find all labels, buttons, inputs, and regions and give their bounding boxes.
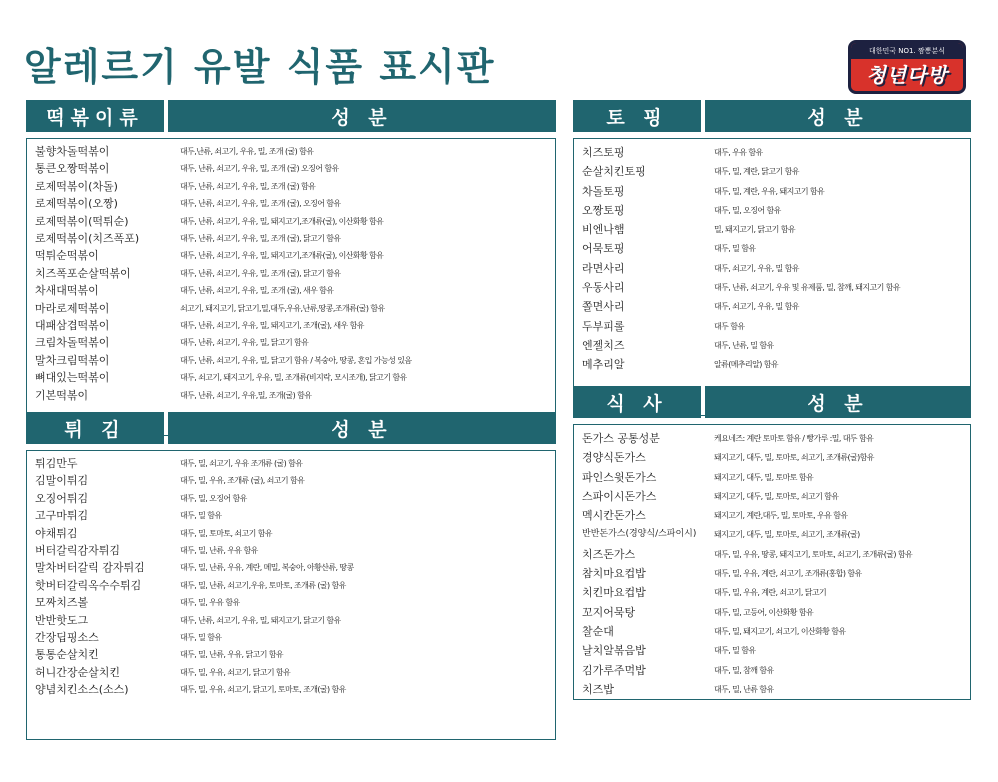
- allergen-content: 대두, 난류, 쇠고기, 우유, 밀, 돼지고기,조개류(굴), 이산화황 함유: [180, 251, 384, 261]
- menu-item-name: 로제떡볶이(떡튀순): [35, 214, 129, 228]
- allergen-content: 대두, 난류, 밀 함유: [714, 340, 774, 350]
- menu-item-name: 치즈토핑: [582, 146, 625, 159]
- table-row: [574, 525, 970, 544]
- menu-item-name: 양념치킨소스(소스): [35, 683, 129, 697]
- menu-item-name: 모짜치즈볼: [35, 596, 89, 610]
- menu-item-name: 꼬지어묵탕: [582, 605, 636, 619]
- table-row: [574, 239, 970, 258]
- menu-item-name: 스파이시돈가스: [582, 489, 657, 503]
- menu-item-name: 김가루주먹밥: [582, 663, 646, 677]
- allergen-content: 대두, 밀, 쇠고기, 우유 조개류 (굴) 함유: [180, 459, 303, 468]
- section-category-header: 튀 김: [26, 412, 164, 444]
- menu-item-name: 날치알볶음밥: [582, 644, 646, 658]
- section-table: [26, 450, 556, 740]
- menu-item-name: 통큰오짱떡볶이: [35, 162, 110, 176]
- menu-item-name: 치킨마요컵밥: [582, 586, 646, 600]
- table-row: [574, 259, 970, 278]
- menu-item-name: 핫버터갈릭옥수수튀김: [35, 578, 142, 592]
- allergen-content: 대두, 난류, 쇠고기, 우유, 밀, 돼지고기, 조개(굴), 새우 함유: [180, 321, 364, 331]
- section-fried: [26, 412, 556, 740]
- menu-item-name: 찰순대: [582, 624, 614, 638]
- allergen-content: 대두, 밀 함유: [714, 646, 756, 656]
- table-row: [27, 300, 555, 317]
- menu-item-name: 어묵토핑: [582, 242, 625, 256]
- table-row: [574, 355, 970, 374]
- allergen-content: 밀, 돼지고기, 닭고기 함유: [714, 225, 795, 235]
- menu-item-name: 라면사리: [582, 261, 625, 275]
- table-row: [574, 220, 970, 239]
- menu-item-name: 튀김만두: [35, 457, 78, 470]
- allergen-content: 돼지고기, 대두, 밀, 토마토, 쇠고기, 조개류(굴)함유: [714, 453, 874, 463]
- table-row: [574, 448, 970, 467]
- allergen-content: 대두, 밀, 우유, 쇠고기, 닭고기 함유: [180, 667, 291, 677]
- section-header: [573, 386, 971, 418]
- menu-item-name: 쫄면사리: [582, 300, 625, 314]
- table-row: [574, 336, 970, 355]
- allergen-content: 대두, 밀, 난류, 우유, 닭고기 함유: [180, 650, 284, 660]
- menu-item-name: 오짱토핑: [582, 203, 625, 217]
- menu-item-name: 차새대떡볶이: [35, 284, 99, 298]
- section-category-header: 떡볶이류: [26, 100, 164, 132]
- allergen-content: 대두, 난류, 쇠고기, 우유, 밀, 조개 (굴), 새우 함유: [180, 286, 334, 296]
- table-row: [27, 525, 555, 542]
- table-row: [27, 559, 555, 576]
- menu-item-name: 말차크림떡볶이: [35, 353, 110, 367]
- table-row: [27, 178, 555, 195]
- table-row: [27, 629, 555, 646]
- allergen-content: 돼지고기, 대두, 밀, 토마토 함유: [714, 472, 814, 482]
- allergen-content: 대두, 밀, 난류, 우유, 계란, 메밀, 복숭아, 아황산류, 땅콩: [180, 563, 354, 573]
- menu-item-name: 순살치킨토핑: [582, 165, 646, 179]
- menu-item-name: 참치마요컵밥: [582, 567, 646, 581]
- menu-item-name: 오징어튀김: [35, 491, 89, 505]
- table-row: [574, 622, 970, 641]
- page-title: 알레르기 유발 식품 표시판: [24, 45, 496, 89]
- allergen-content: 대두, 난류, 쇠고기, 우유 및 유제품, 밀, 참깨, 돼지고기 함유: [714, 283, 900, 293]
- section-ingredient-header: 성 분: [168, 412, 556, 444]
- menu-item-name: 김말이튀김: [35, 474, 89, 488]
- section-header: [26, 100, 556, 132]
- menu-item-name: 뼈대있는떡볶이: [35, 371, 110, 385]
- menu-item-name: 버터갈릭감자튀김: [35, 544, 121, 558]
- allergen-content: 알류(메추리알) 함유: [714, 360, 779, 370]
- brand-logo: [848, 40, 966, 94]
- menu-item-name: 크림차돌떡볶이: [35, 336, 110, 350]
- allergen-content: 대두, 밀, 고등어, 이산화황 함유: [714, 607, 814, 617]
- table-row: [574, 278, 970, 297]
- table-row: [27, 282, 555, 299]
- allergen-content: 대두, 밀, 돼지고기, 쇠고기, 이산화황 함유: [714, 626, 846, 636]
- table-row: [27, 490, 555, 507]
- menu-item-name: 두부피롤: [582, 319, 625, 333]
- allergen-content: 대두, 밀, 난류, 우유 함유: [180, 546, 258, 556]
- allergen-content: 대두, 난류, 쇠고기, 우유,밀, 조개(굴) 함유: [180, 390, 312, 400]
- allergen-content: 대두, 밀, 난류, 쇠고기,우유, 토마토, 조개류 (굴) 함유: [180, 580, 346, 590]
- allergen-content: 케요네즈: 계란 토마토 함유 / 빵가루 :밀, 대두 함유: [714, 434, 874, 443]
- section-header: [573, 100, 971, 132]
- section-category-header: 토 핑: [573, 100, 701, 132]
- menu-item-name: 치즈돈가스: [582, 547, 636, 561]
- menu-item-name: 반반돈가스(경양식/스파이시): [582, 529, 697, 540]
- allergen-content: 대두, 우유 함유: [714, 148, 763, 157]
- allergen-content: 대두, 밀, 우유, 땅콩, 돼지고기, 토마토, 쇠고기, 조개류(굴) 함유: [714, 549, 913, 559]
- table-row: [27, 160, 555, 177]
- menu-item-name: 차돌토핑: [582, 184, 625, 198]
- allergen-content: 돼지고기, 계란,대두, 밀, 토마토, 우유 함유: [714, 511, 848, 521]
- table-row: [27, 664, 555, 681]
- allergen-content: 쇠고기, 돼지고기, 닭고기,밀,대두,우유,난류,땅콩,조개류(굴) 함유: [180, 303, 385, 313]
- section-meal: [573, 386, 971, 700]
- allergen-content: 대두, 밀, 계란, 닭고기 함유: [714, 167, 799, 177]
- menu-item-name: 허니간장순살치킨: [35, 665, 121, 679]
- table-row: [27, 455, 555, 472]
- allergen-content: 대두, 난류, 쇠고기, 우유, 밀, 조개 (굴) 오징어 함유: [180, 164, 339, 174]
- table-row: [27, 213, 555, 230]
- table-row: [27, 265, 555, 282]
- allergen-content: 대두, 쇠고기, 우유, 밀 함유: [714, 263, 799, 273]
- allergen-content: 대두, 밀, 우유 함유: [180, 598, 240, 608]
- allergen-content: 대두, 난류, 쇠고기, 우유, 밀, 조개 (굴), 닭고기 함유: [180, 234, 341, 244]
- section-topping: [573, 100, 971, 416]
- table-row: [27, 594, 555, 611]
- table-row: [574, 603, 970, 622]
- table-row: [574, 506, 970, 525]
- menu-item-name: 엔젤치즈: [582, 338, 625, 352]
- table-row: [574, 641, 970, 660]
- section-table: [26, 138, 556, 436]
- table-row: [27, 334, 555, 351]
- section-category-header: 식 사: [573, 386, 701, 418]
- table-row: [27, 646, 555, 663]
- logo-brand-name: 청년다방: [866, 63, 948, 87]
- menu-item-name: 경양식돈가스: [582, 451, 646, 465]
- allergen-content: 대두, 밀, 오징어 함유: [714, 205, 781, 215]
- section-ingredient-header: 성 분: [168, 100, 556, 132]
- menu-item-name: 로제떡볶이(오짱): [35, 197, 118, 211]
- allergen-content: 대두 함유: [714, 321, 745, 331]
- table-row: [27, 542, 555, 559]
- logo-tagline: 대한민국 NO1. 짬뽕분식: [851, 43, 963, 59]
- table-row: [27, 195, 555, 212]
- menu-item-name: 떡튀순떡볶이: [35, 249, 99, 263]
- section-table: [573, 424, 971, 700]
- allergen-content: 대두, 난류, 쇠고기, 우유, 밀, 조개 (굴), 닭고기 함유: [180, 268, 341, 278]
- table-row: [574, 661, 970, 680]
- table-row: [27, 612, 555, 629]
- menu-item-name: 야채튀김: [35, 526, 78, 540]
- table-row: [574, 429, 970, 448]
- table-row: [574, 182, 970, 201]
- table-row: [574, 564, 970, 583]
- allergen-content: 대두, 밀, 오징어 함유: [180, 493, 247, 503]
- menu-item-name: 치즈밥: [582, 682, 614, 696]
- section-ingredient-header: 성 분: [705, 100, 971, 132]
- section-header: [26, 412, 556, 444]
- menu-item-name: 대패삼겹떡볶이: [35, 319, 110, 333]
- menu-item-name: 마라로제떡볶이: [35, 301, 110, 315]
- allergen-content: 대두, 난류, 쇠고기, 우유, 밀, 닭고기 함유 / 복숭아, 땅콩, 혼입 가능성 있음: [180, 355, 412, 365]
- table-row: [27, 352, 555, 369]
- table-row: [27, 369, 555, 386]
- table-row: [574, 487, 970, 506]
- table-row: [27, 681, 555, 698]
- table-row: [27, 247, 555, 264]
- allergen-content: 대두, 밀 함유: [714, 244, 756, 254]
- table-row: [27, 387, 555, 404]
- menu-item-name: 멕시칸돈가스: [582, 509, 646, 523]
- table-row: [27, 143, 555, 160]
- menu-item-name: 반반핫도그: [35, 613, 89, 627]
- allergen-content: 대두, 밀, 계란, 우유, 돼지고기 함유: [714, 186, 825, 196]
- section-table: [573, 138, 971, 416]
- table-row: [574, 317, 970, 336]
- menu-item-name: 로제떡볶이(차돌): [35, 179, 118, 193]
- allergen-content: 대두, 난류, 쇠고기, 우유, 밀, 돼지고기, 닭고기 함유: [180, 615, 341, 625]
- table-row: [574, 680, 970, 699]
- allergen-content: 대두, 밀, 참깨 함유: [714, 665, 774, 675]
- menu-item-name: 고구마튀김: [35, 509, 89, 523]
- menu-item-name: 돈가스 공통성분: [582, 432, 660, 445]
- table-row: [574, 297, 970, 316]
- section-ingredient-header: 성 분: [705, 386, 971, 418]
- allergen-content: 대두, 밀 함유: [180, 633, 222, 643]
- section-tteokbokki: [26, 100, 556, 436]
- menu-item-name: 통통순살치킨: [35, 648, 99, 662]
- menu-item-name: 메추리알: [582, 358, 625, 372]
- table-row: [27, 230, 555, 247]
- allergen-content: 대두, 밀, 우유, 계란, 쇠고기, 조개류(홍합) 함유: [714, 569, 862, 579]
- menu-item-name: 불향차돌떡볶이: [35, 145, 110, 158]
- allergen-content: 대두, 밀 함유: [180, 511, 222, 521]
- menu-item-name: 비엔나햄: [582, 223, 625, 237]
- table-row: [27, 317, 555, 334]
- allergen-content: 대두, 난류, 쇠고기, 우유, 밀, 조개 (굴), 오징어 함유: [180, 199, 341, 209]
- allergen-content: 대두, 밀, 우유, 조개류 (굴), 쇠고기 함유: [180, 476, 305, 486]
- menu-item-name: 우동사리: [582, 281, 625, 295]
- menu-item-name: 간장딥핑소스: [35, 631, 99, 645]
- table-row: [27, 507, 555, 524]
- table-row: [574, 545, 970, 564]
- menu-item-name: 치즈폭포순살떡볶이: [35, 266, 131, 280]
- menu-item-name: 파인스윗돈가스: [582, 470, 657, 484]
- table-row: [27, 577, 555, 594]
- allergen-content: 대두, 난류, 쇠고기, 우유, 밀, 조개 (굴) 함유: [180, 181, 316, 191]
- allergen-content: 돼지고기, 대두, 밀, 토마토, 쇠고기 함유: [714, 491, 839, 501]
- allergen-content: 대두, 쇠고기, 돼지고기, 우유, 밀, 조개류(비지락, 모시조개), 닭고기 함유: [180, 373, 407, 383]
- allergen-content: 대두, 난류, 쇠고기, 우유, 밀, 닭고기 함유: [180, 338, 309, 348]
- allergen-content: 대두, 난류, 쇠고기, 우유, 밀, 돼지고기,조개류(굴), 이산화황 함유: [180, 216, 384, 226]
- table-row: [574, 583, 970, 602]
- table-row: [574, 162, 970, 181]
- menu-item-name: 기본떡볶이: [35, 388, 89, 402]
- menu-item-name: 로제떡볶이(치즈폭포): [35, 232, 140, 246]
- allergen-content: 대두, 쇠고기, 우유, 밀 함유: [714, 302, 799, 312]
- allergen-content: 돼지고기, 대두, 밀, 토마토, 쇠고기, 조개류(굴): [714, 530, 860, 540]
- allergen-content: 대두,난류, 쇠고기, 우유, 밀, 조개 (굴) 함유: [180, 147, 314, 156]
- table-row: [574, 143, 970, 162]
- allergen-content: 대두, 밀, 우유, 계란, 쇠고기, 닭고기: [714, 588, 827, 598]
- table-row: [574, 201, 970, 220]
- allergen-content: 대두, 밀, 우유, 쇠고기, 닭고기, 토마토, 조개(굴) 함유: [180, 685, 346, 695]
- table-row: [27, 472, 555, 489]
- menu-item-name: 말차버터갈릭 감자튀김: [35, 561, 145, 575]
- table-row: [574, 468, 970, 487]
- allergen-content: 대두, 밀, 난류 함유: [714, 684, 774, 694]
- allergen-content: 대두, 밀, 토마토, 쇠고기 함유: [180, 528, 273, 538]
